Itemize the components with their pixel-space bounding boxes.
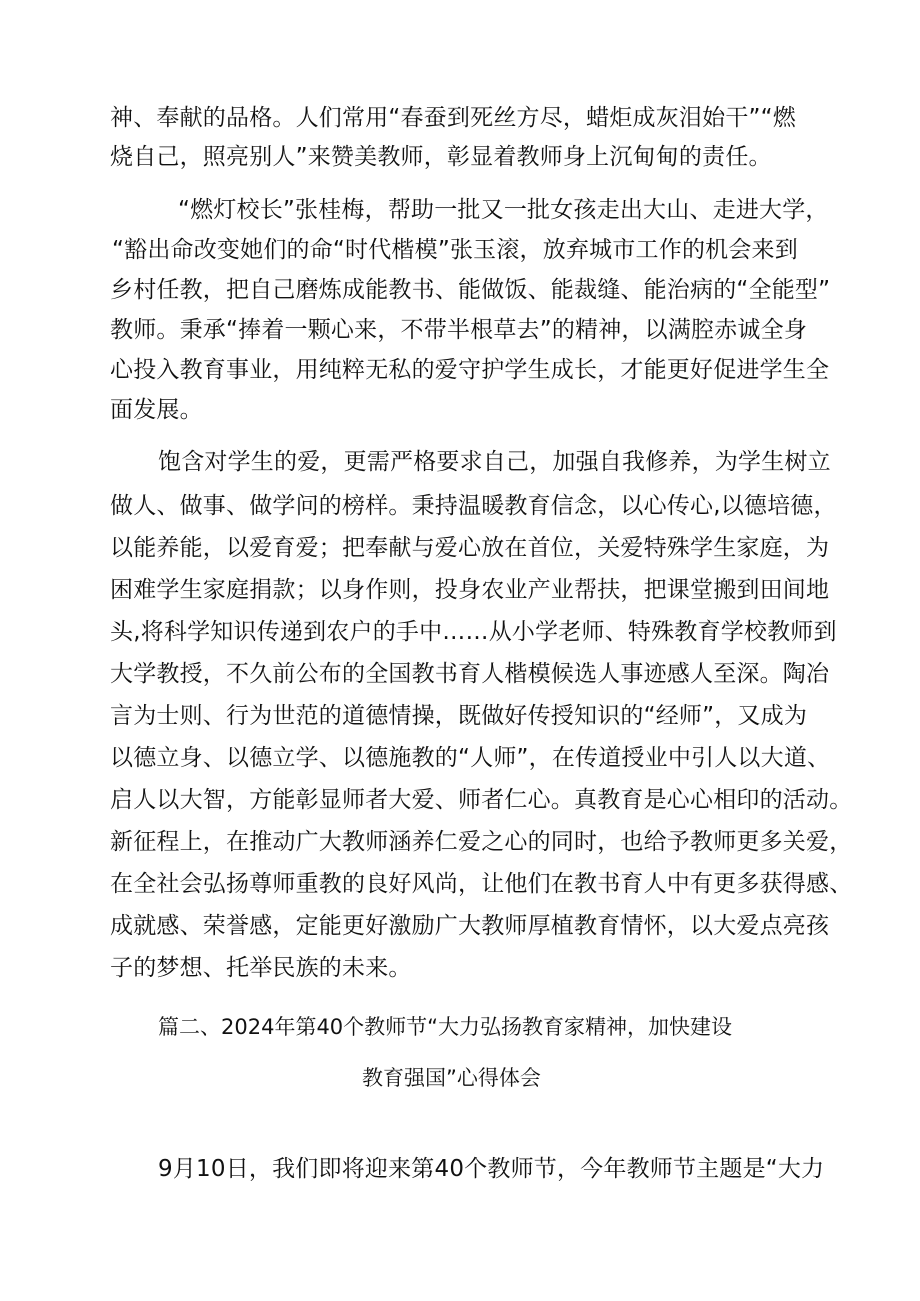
text-line: 启人以大智，方能彰显师者大爱、师者仁心。真教育是心心相印的活动。 [110,787,853,813]
text-line: 饱含对学生的爱，更需严格要求自己，加强自我修养，为学生树立 [158,449,831,475]
text-line: 大学教授，不久前公布的全国教书育人楷模候选人事迹感人至深。陶冶 [110,661,830,687]
text-line: 面发展。 [110,397,203,423]
text-line: 神、奉献的品格。人们常用“春蚕到死丝方尽，蜡炬成灰泪始干”“燃 [110,105,796,131]
text-line: 以能养能，以爱育爱；把奉献与爱心放在首位，关爱特殊学生家庭，为 [110,535,830,561]
text-line: 做人、做事、做学问的榜样。秉持温暖教育信念，以心传心,以德培德， [110,493,837,519]
text-line: 言为士则、行为世范的道德情操，既做好传授知识的“经师”，又成为 [110,703,808,729]
text-line: 以德立身、以德立学、以德施教的“人师”，在传道授业中引人以大道、 [110,745,831,771]
text-line: 9月10日，我们即将迎来第40个教师节，今年教师节主题是“大力 [158,1156,825,1182]
text-line: 子的梦想、托举民族的未来。 [110,955,412,981]
text-line: 烧自己，照亮别人”来赞美教师，彰显着教师身上沉甸甸的责任。 [110,144,772,170]
text-line: 乡村任教，把自己磨炼成能教书、能做饭、能裁缝、能治病的“全能型” [110,277,831,303]
text-line: “燃灯校长”张桂梅，帮助一批又一批女孩走出大山、走进大学， [178,197,829,223]
text-line: 在全社会弘扬尊师重教的良好风尚，让他们在教书育人中有更多获得感、 [110,871,853,897]
text-line: 教师。秉承“捧着一颗心来，不带半根草去”的精神，以满腔赤诚全身 [110,317,808,343]
text-line: 困难学生家庭捐款；以身作则，投身农业产业帮扶，把课堂搬到田间地 [110,577,830,603]
section-heading-line-1: 篇二、2024年第40个教师节“大力弘扬教育家精神，加快建设 [158,1015,733,1039]
text-line: 新征程上，在推动广大教师涵养仁爱之心的同时，也给予教师更多关爱， [110,829,853,855]
text-line: 心投入教育事业，用纯粹无私的爱守护学生成长，才能更好促进学生全 [110,357,830,383]
text-line: 成就感、荣誉感，定能更好激励广大教师厚植教育情怀，以大爱点亮孩 [110,913,830,939]
text-line: 头,将科学知识传递到农户的手中……从小学老师、特殊教育学校教师到 [110,619,837,645]
section-heading-line-2: 教育强国”心得体会 [362,1066,541,1090]
text-line: “豁出命改变她们的命“时代楷模”张玉滚，放弃城市工作的机会来到 [112,237,798,263]
